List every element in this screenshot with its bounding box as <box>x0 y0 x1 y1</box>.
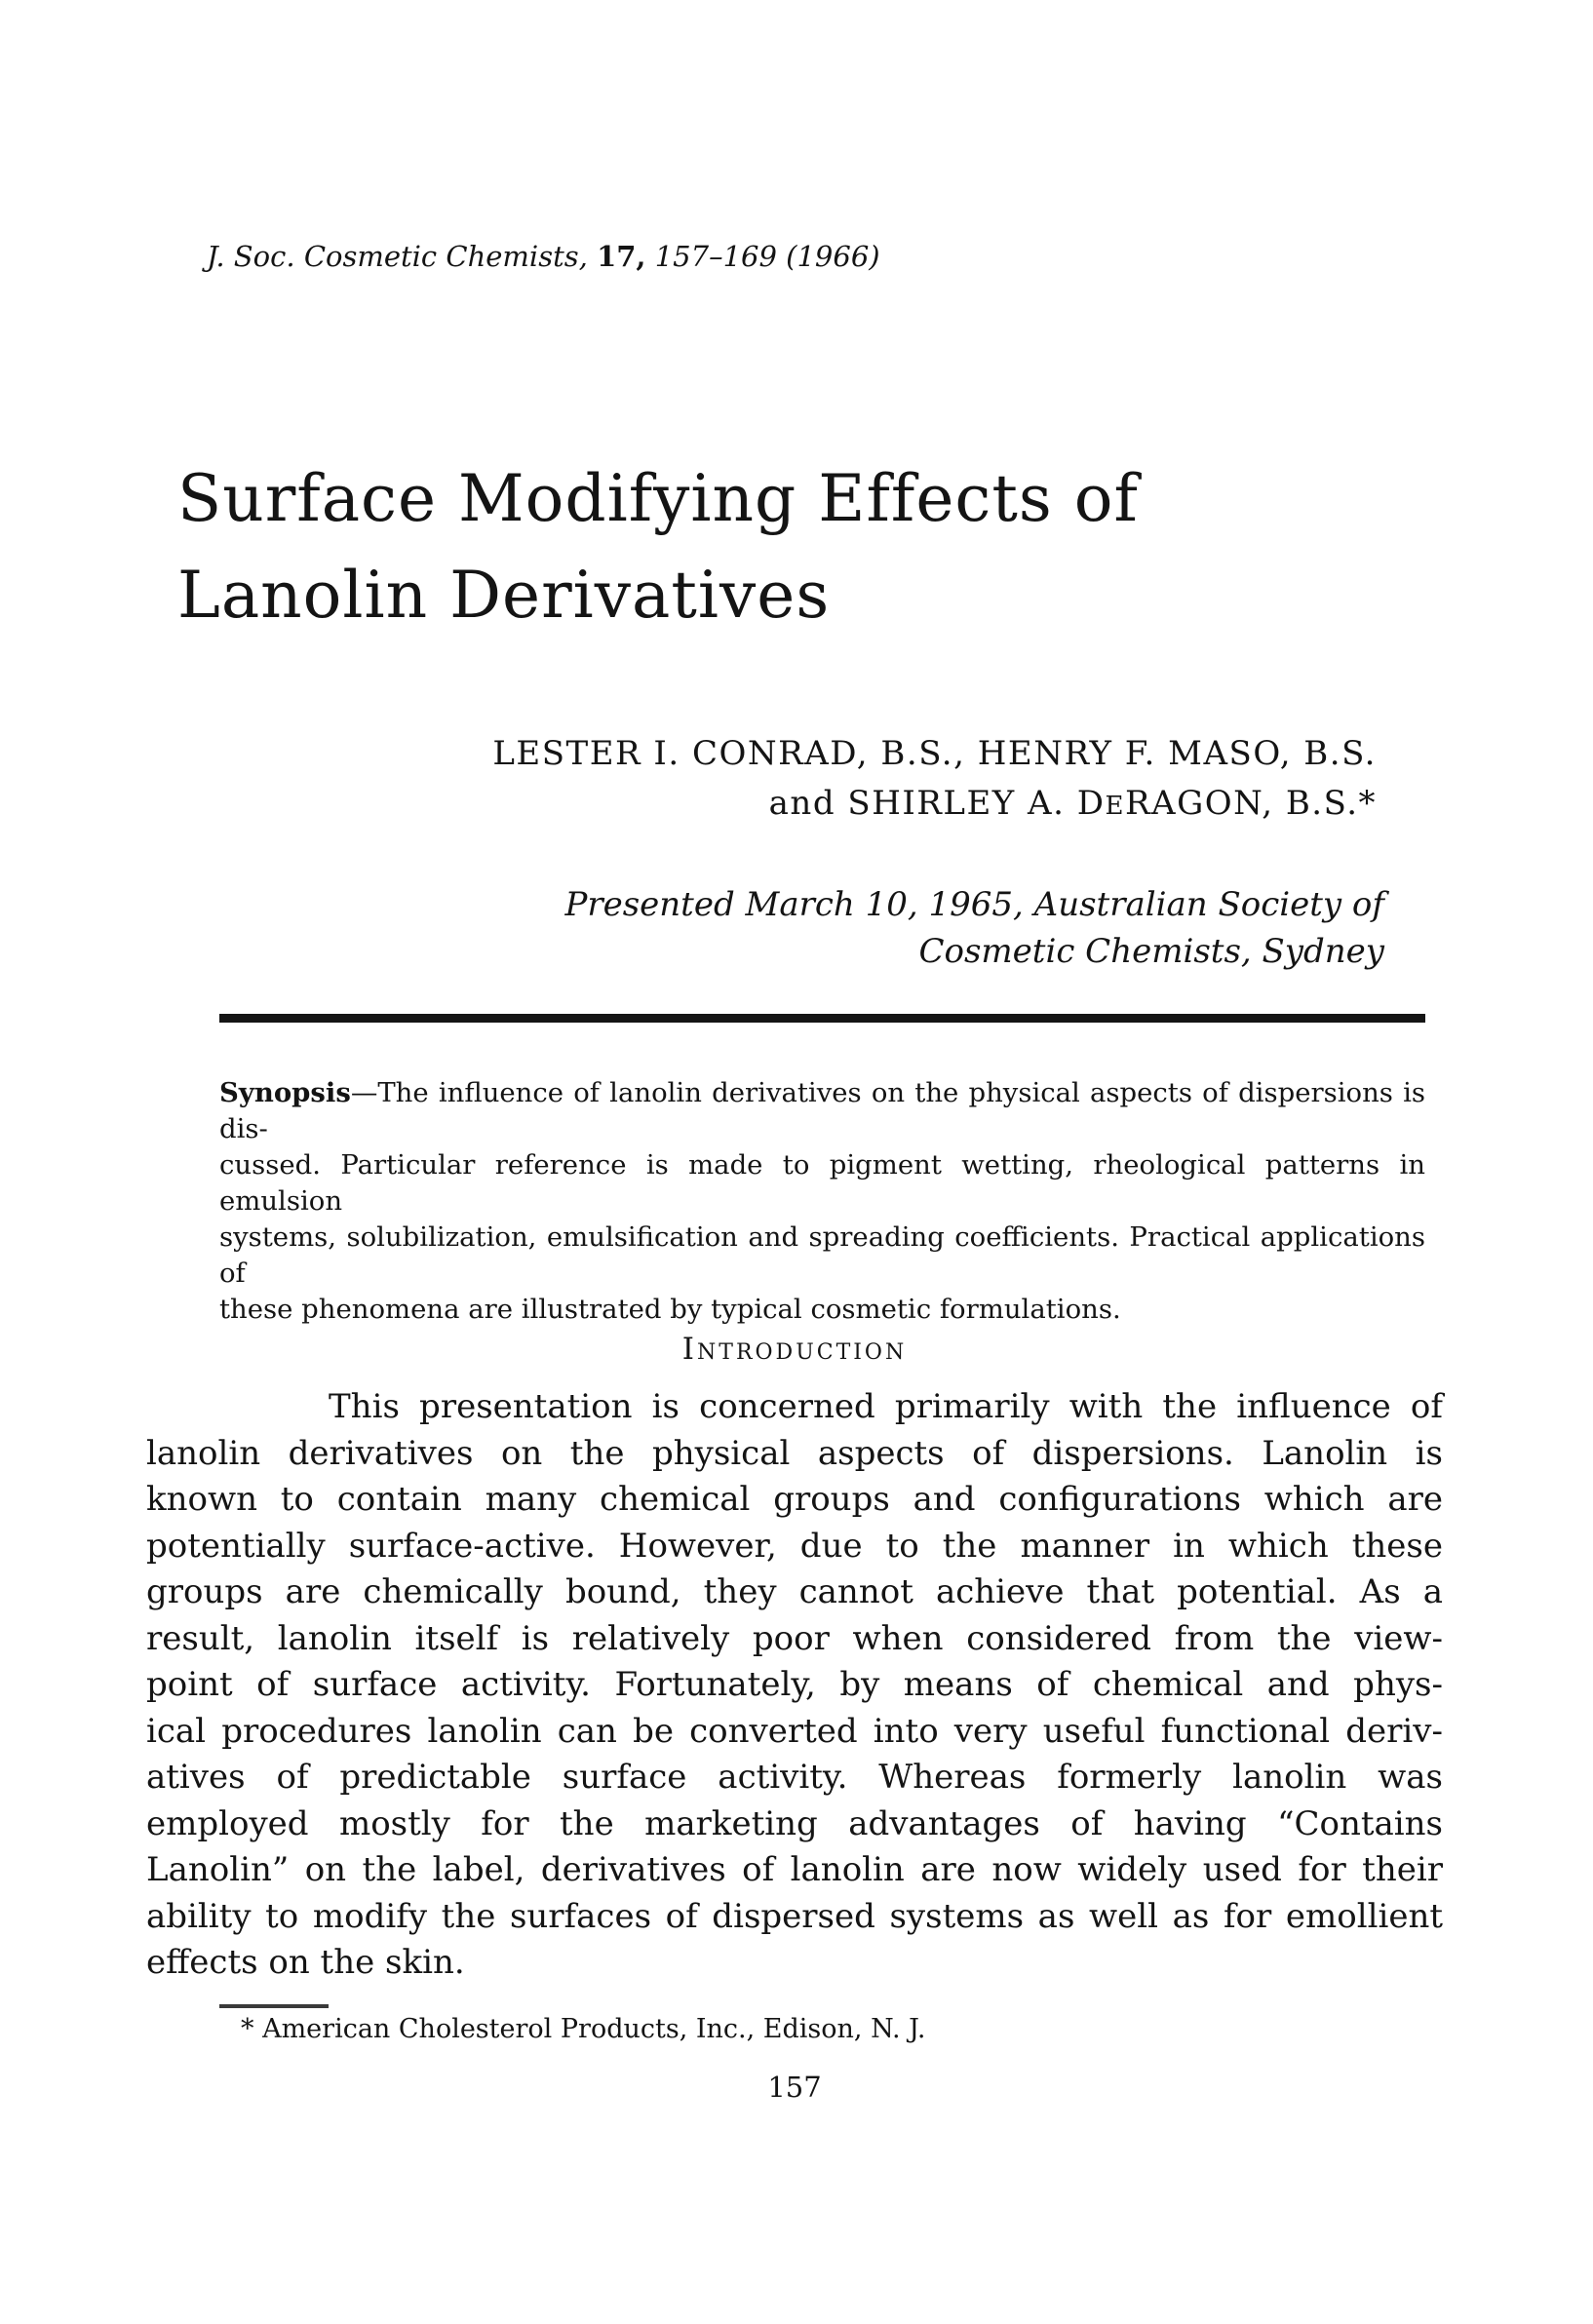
body-line: point of surface activity. Fortunately, by means of chemical and phys- <box>146 1665 1443 1704</box>
body-line: potentially surface-active. However, due to the manner in which these <box>146 1526 1443 1566</box>
journal-citation <box>207 240 880 273</box>
body-line: ability to modify the surfaces of dispersed systems as well as for emollient <box>146 1896 1443 1936</box>
body-paragraph <box>146 1384 1443 1987</box>
synopsis-line4: these phenomena are illustrated by typical cosmetic formulations. <box>219 1294 1121 1325</box>
synopsis <box>219 1075 1425 1328</box>
citation-pages: 157–169 (1966) <box>645 240 880 273</box>
body-line: effects on the skin. <box>146 1943 465 1982</box>
footnote-rule <box>219 2004 329 2008</box>
article-title-line1: Surface Modifying Effects of <box>177 461 1139 536</box>
body-line: Lanolin” on the label, derivatives of lanolin are now widely used for their <box>146 1850 1443 1889</box>
author-line2 <box>146 779 1377 832</box>
author-line1: LESTER I. CONRAD, B.S., HENRY F. MASO, B.S. <box>492 734 1377 773</box>
body-line: groups are chemically bound, they cannot achieve that potential. As a <box>146 1572 1443 1611</box>
author-byline <box>146 729 1377 832</box>
body-line: result, lanolin itself is relatively poor when considered from the view- <box>146 1618 1443 1658</box>
synopsis-line1 <box>219 1075 1425 1147</box>
body-line: ical procedures lanolin can be converted into very useful functional deriv- <box>146 1711 1443 1751</box>
synopsis-line2: cussed. Particular reference is made to pigment wetting, rheological patterns in emulsion <box>219 1149 1425 1217</box>
presented-line1: Presented March 10, 1965, Australian Society of <box>564 885 1384 924</box>
synopsis-line1-rest: —The influence of lanolin derivatives on the physical aspects of dispersions is dis- <box>219 1077 1425 1144</box>
article-title-line2: Lanolin Derivatives <box>177 558 831 633</box>
author-line2-post: RAGON, B.S.* <box>1124 784 1377 823</box>
section-heading-introduction: Introduction <box>681 1332 908 1367</box>
presented-line2: Cosmetic Chemists, Sydney <box>918 932 1384 971</box>
author-line2-pre: and SHIRLEY A. D <box>768 784 1106 823</box>
body-line: lanolin derivatives on the physical aspects of dispersions. Lanolin is <box>146 1433 1443 1473</box>
body-line: This presentation is concerned primarily with the influence of <box>329 1387 1443 1426</box>
author-line2-smallcap: E <box>1105 792 1125 821</box>
horizontal-rule <box>219 1014 1425 1023</box>
synopsis-line3: systems, solubilization, emulsification and spreading coefficients. Practical applications of <box>219 1221 1425 1289</box>
page-number: 157 <box>767 2071 822 2104</box>
footnote: * American Cholesterol Products, Inc., Edison, N. J. <box>241 2014 926 2044</box>
citation-volume: 17, <box>597 240 646 273</box>
body-line: employed mostly for the marketing advantages of having “Contains <box>146 1803 1443 1843</box>
body-line: atives of predictable surface activity. Whereas formerly lanolin was <box>146 1758 1443 1797</box>
synopsis-label: Synopsis <box>219 1077 351 1108</box>
body-line: known to contain many chemical groups and configurations which are <box>146 1480 1443 1519</box>
article-title <box>177 450 1139 643</box>
presented-note <box>146 881 1384 975</box>
citation-journal: J. Soc. Cosmetic Chemists, <box>207 240 598 273</box>
